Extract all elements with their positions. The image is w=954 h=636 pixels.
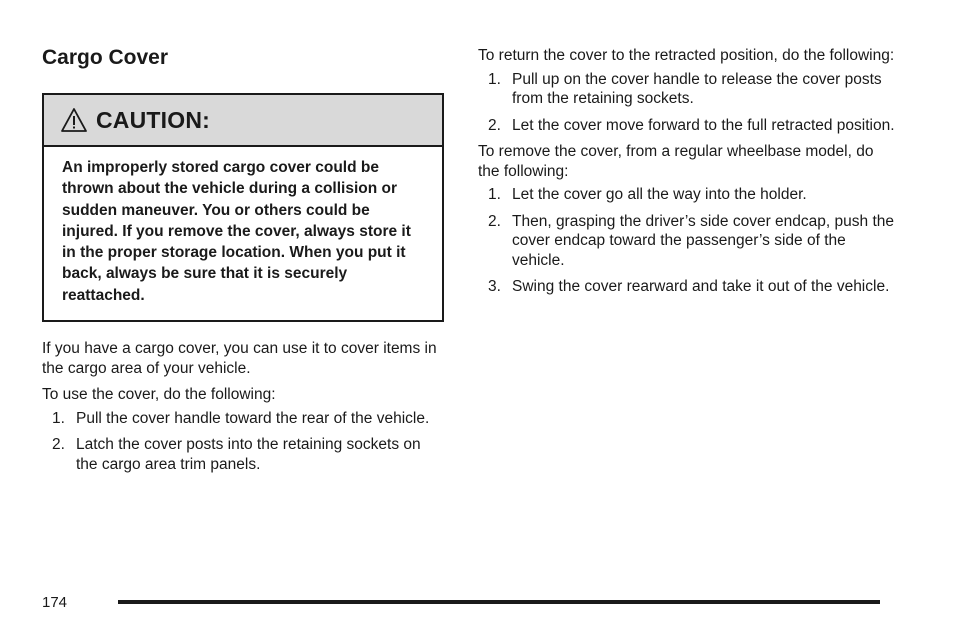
list-item bbox=[478, 277, 898, 297]
step-text: Pull the cover handle toward the rear of the vehicle. bbox=[76, 409, 430, 427]
caution-header bbox=[44, 95, 442, 147]
step-text: Then, grasping the driver’s side cover endcap, push the cover endcap toward the passenger’s side of the vehicle. bbox=[512, 212, 894, 269]
return-steps-list bbox=[478, 70, 898, 136]
left-column bbox=[42, 44, 444, 481]
page-number: 174 bbox=[42, 594, 68, 611]
list-item bbox=[42, 409, 444, 429]
use-steps-list bbox=[42, 409, 444, 475]
footer-rule bbox=[118, 600, 880, 604]
list-item bbox=[478, 116, 898, 136]
step-number: 3. bbox=[488, 278, 501, 295]
list-item bbox=[42, 435, 444, 474]
step-text: Swing the cover rearward and take it out of the vehicle. bbox=[512, 278, 890, 295]
caution-text: An improperly stored cargo cover could be thrown about the vehicle during a collision or sudden maneuver. You or others could be injured. If you remove the cover, always store it in the proper storage location. When you put it back, always be sure that it is securely reattached. bbox=[62, 159, 411, 304]
step-number: 2. bbox=[52, 436, 65, 454]
step-text: Let the cover go all the way into the holder. bbox=[512, 186, 807, 203]
list-item bbox=[478, 212, 898, 271]
step-text: Let the cover move forward to the full retracted position. bbox=[512, 116, 895, 134]
step-number: 1. bbox=[52, 409, 65, 427]
warning-triangle-icon bbox=[60, 107, 88, 133]
remove-steps-list bbox=[478, 185, 898, 297]
remove-intro: To remove the cover, from a regular wheelbase model, do the following: bbox=[478, 143, 874, 180]
list-item bbox=[478, 185, 898, 205]
caution-box bbox=[42, 93, 444, 322]
list-item bbox=[478, 70, 898, 109]
return-intro: To return the cover to the retracted position, do the following: bbox=[478, 47, 895, 64]
step-number: 1. bbox=[488, 70, 501, 88]
step-number: 2. bbox=[488, 212, 501, 230]
section-title: Cargo Cover bbox=[42, 46, 169, 69]
step-number: 2. bbox=[488, 116, 501, 134]
intro-paragraph: If you have a cargo cover, you can use it to cover items in the cargo area of your vehicle. bbox=[42, 340, 437, 377]
use-intro: To use the cover, do the following: bbox=[42, 386, 276, 404]
caution-title: CAUTION: bbox=[96, 106, 211, 133]
step-text: Pull up on the cover handle to release the cover posts from the retaining sockets. bbox=[512, 70, 882, 107]
step-number: 1. bbox=[488, 186, 501, 203]
step-text: Latch the cover posts into the retaining sockets on the cargo area trim panels. bbox=[76, 436, 421, 473]
right-column bbox=[478, 46, 898, 304]
